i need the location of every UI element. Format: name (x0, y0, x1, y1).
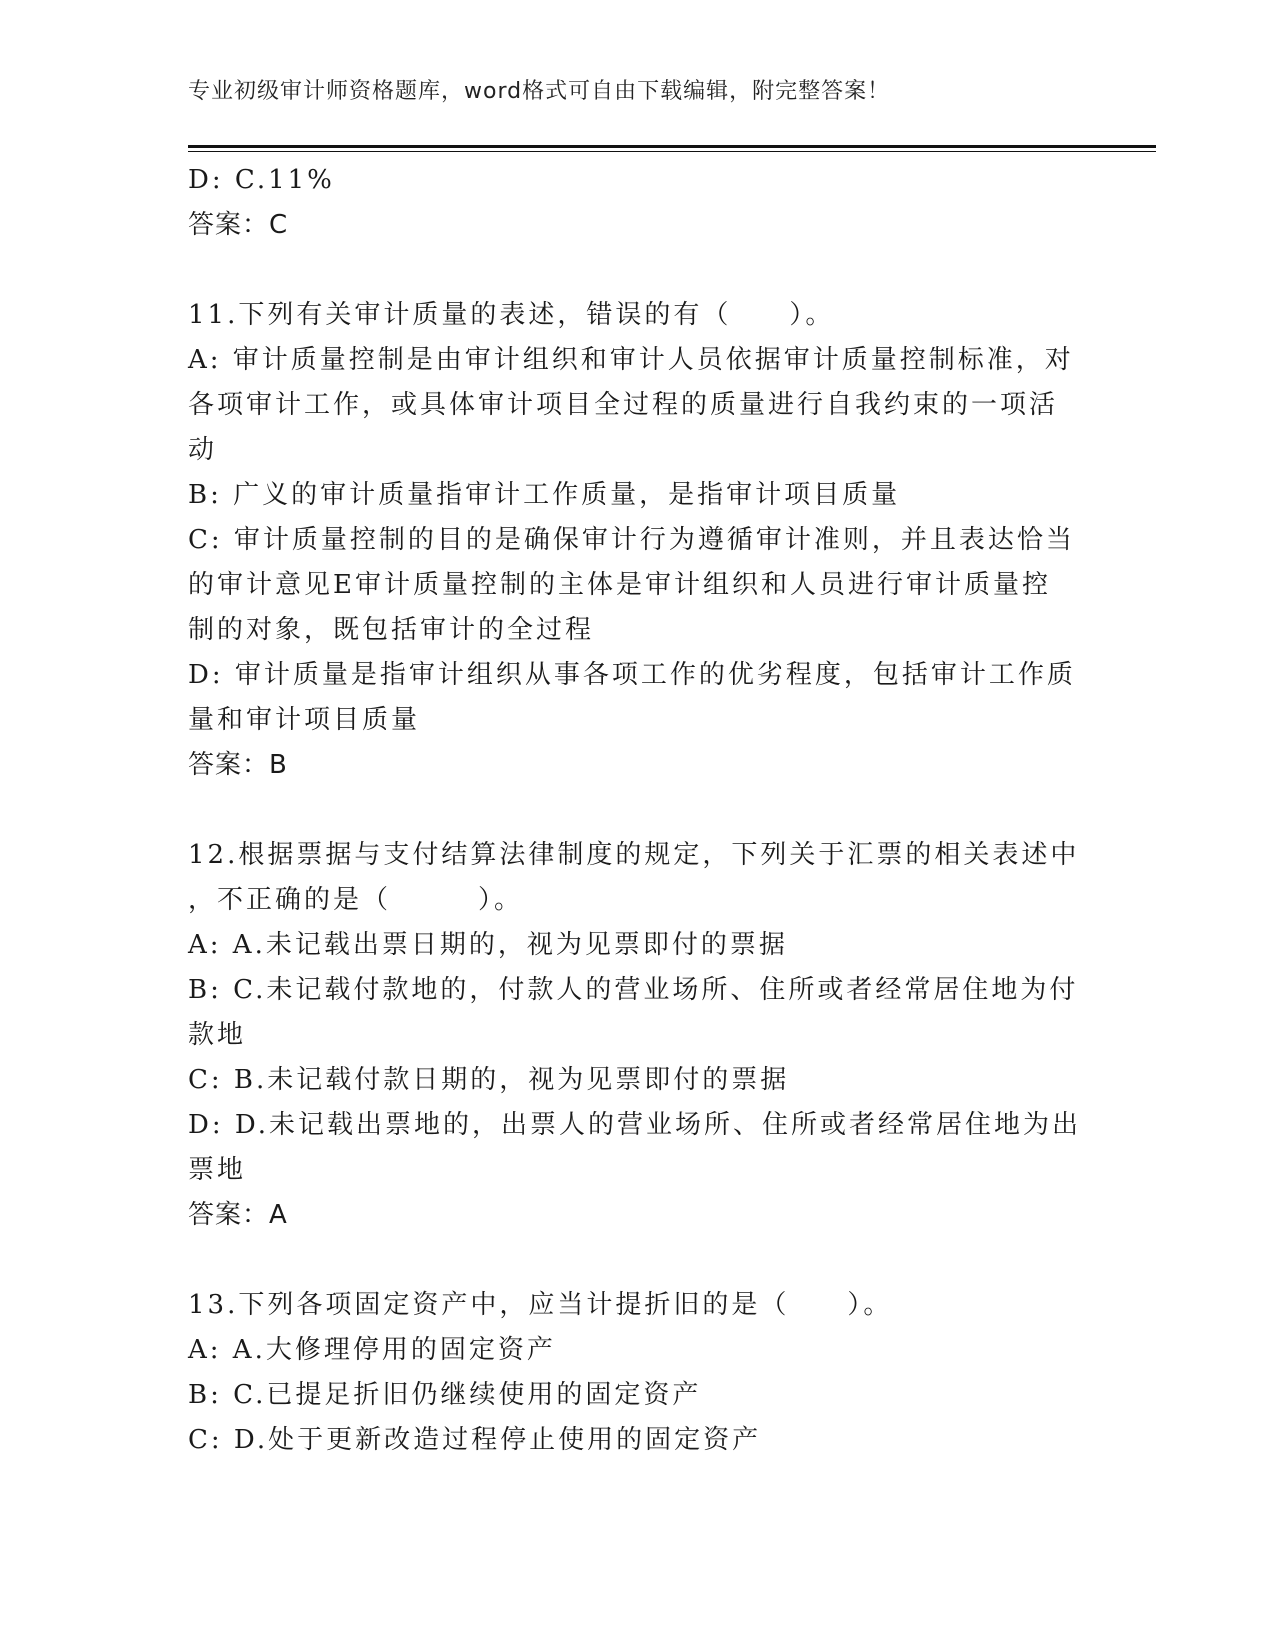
question-line: 各项审计工作，或具体审计项目全过程的质量进行自我约束的一项活 (188, 390, 1059, 420)
question-block-q11 (188, 293, 1088, 788)
question-block-q12 (188, 833, 1088, 1238)
question-line: ，不正确的是（ ）。 (188, 885, 524, 915)
question-block-q13 (188, 1283, 1088, 1463)
question-line: D: D.未记载出票地的，出票人的营业场所、住所或者经常居住地为出 (188, 1110, 1082, 1140)
question-line: 制的对象，既包括审计的全过程 (188, 615, 595, 645)
question-line: C: 审计质量控制的目的是确保审计行为遵循审计准则，并且表达恰当 (188, 525, 1075, 555)
question-line: D: 审计质量是指审计组织从事各项工作的优劣程度，包括审计工作质 (188, 660, 1076, 690)
question-line: 量和审计项目质量 (188, 705, 421, 735)
block-spacer (188, 248, 1088, 293)
question-line: A: A.大修理停用的固定资产 (188, 1335, 556, 1365)
question-line: C: B.未记载付款日期的，视为见票即付的票据 (188, 1065, 790, 1095)
question-line: 款地 (188, 1020, 247, 1050)
question-line: D: C.11% (188, 165, 335, 195)
question-line: B: C.已提足折旧仍继续使用的固定资产 (188, 1380, 702, 1410)
question-line: C: D.处于更新改造过程停止使用的固定资产 (188, 1425, 762, 1455)
header-rule-thick (188, 145, 1156, 148)
answer-line: 答案：A (188, 1200, 288, 1230)
question-line: B: C.未记载付款地的，付款人的营业场所、住所或者经常居住地为付 (188, 975, 1079, 1005)
block-spacer (188, 788, 1088, 833)
answer-line: 答案：C (188, 210, 289, 240)
question-line: 11.下列有关审计质量的表述，错误的有（ ）。 (188, 300, 835, 330)
question-line: A: A.未记载出票日期的，视为见票即付的票据 (188, 930, 788, 960)
question-line: B: 广义的审计质量指审计工作质量，是指审计项目质量 (188, 480, 901, 510)
question-line: 的审计意见E审计质量控制的主体是审计组织和人员进行审计质量控 (188, 570, 1051, 600)
page-header: 专业初级审计师资格题库，word格式可自由下载编辑，附完整答案！ (188, 79, 891, 104)
header-rule-thin (188, 151, 1156, 152)
question-line: 13.下列各项固定资产中，应当计提折旧的是（ ）。 (188, 1290, 893, 1320)
question-block-q10-tail (188, 158, 1088, 248)
answer-line: 答案：B (188, 750, 288, 780)
block-spacer (188, 1238, 1088, 1283)
question-content (188, 158, 1088, 1463)
question-line: 动 (188, 435, 218, 465)
question-line: A: 审计质量控制是由审计组织和审计人员依据审计质量控制标准，对 (188, 345, 1074, 375)
question-line: 12.根据票据与支付结算法律制度的规定，下列关于汇票的相关表述中 (188, 840, 1080, 870)
question-line: 票地 (188, 1155, 247, 1185)
